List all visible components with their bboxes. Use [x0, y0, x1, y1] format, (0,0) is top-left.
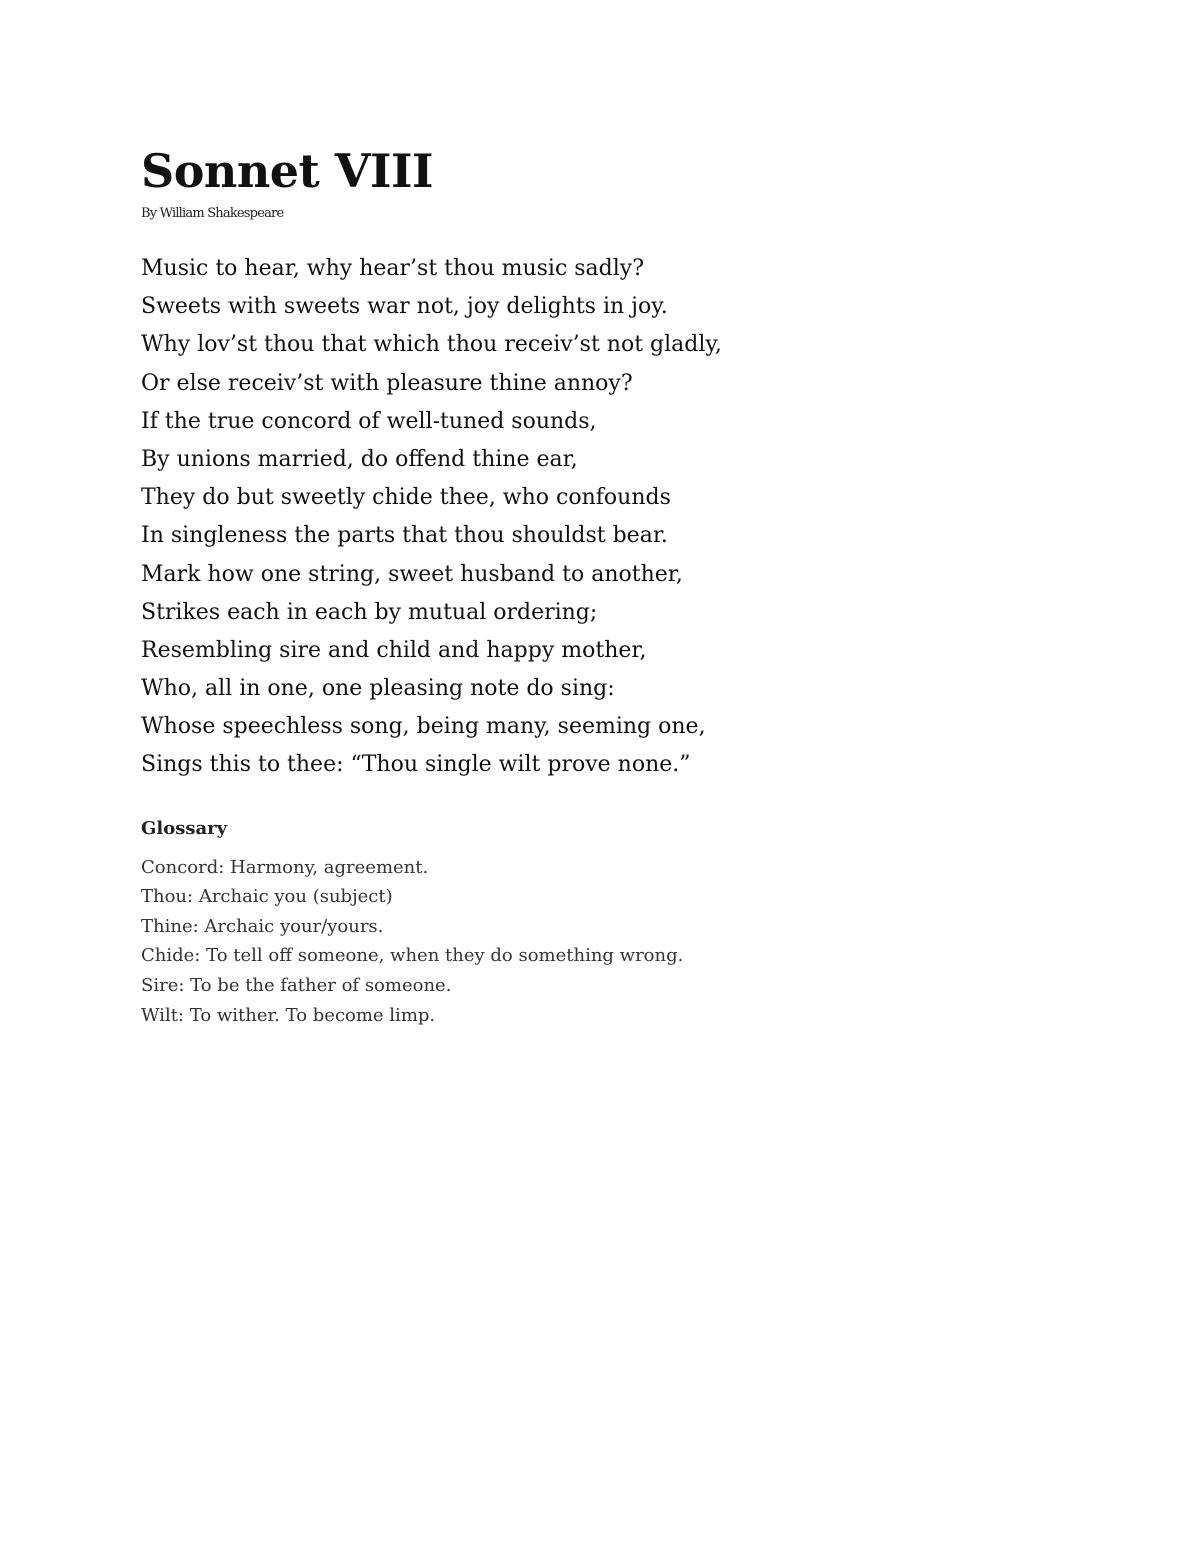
- document-page: [141, 140, 1101, 1030]
- poem-line: By unions married, do offend thine ear,: [141, 446, 578, 472]
- author-byline: By William Shakespeare: [141, 206, 284, 221]
- glossary-entry: Concord: Harmony, agreement.: [141, 856, 429, 878]
- poem-line: Sweets with sweets war not, joy delights in joy.: [141, 294, 668, 320]
- poem-line: Sings this to thee: “Thou single wilt prove none.”: [141, 752, 691, 778]
- glossary-entry: Sire: To be the father of someone.: [141, 975, 452, 996]
- glossary-entry: Thine: Archaic your/yours.: [141, 915, 384, 937]
- glossary-entry: Wilt: To wither. To become limp.: [141, 1004, 436, 1026]
- poem-line: Mark how one string, sweet husband to another,: [141, 561, 683, 587]
- poem-line: In singleness the parts that thou shouldst bear.: [141, 523, 668, 549]
- poem-line: Or else receiv’st with pleasure thine annoy?: [141, 370, 633, 396]
- poem-line: Why lov’st thou that which thou receiv’st not gladly,: [141, 332, 722, 358]
- poem-line: Music to hear, why hear’st thou music sadly?: [141, 256, 645, 281]
- poem-line: Who, all in one, one pleasing note do sing:: [141, 676, 615, 702]
- glossary-heading: Glossary: [141, 817, 228, 839]
- glossary-list: [141, 853, 1101, 1031]
- page-title: Sonnet VIII: [141, 144, 434, 198]
- poem-line: Strikes each in each by mutual ordering;: [141, 599, 598, 625]
- poem-line: Whose speechless song, being many, seeming one,: [141, 714, 706, 740]
- poem-line: Resembling sire and child and happy mother,: [141, 637, 647, 663]
- glossary-entry: Chide: To tell off someone, when they do something wrong.: [141, 945, 684, 967]
- poem-body: [141, 250, 1101, 785]
- glossary-entry: Thou: Archaic you (subject): [141, 886, 393, 908]
- poem-line: They do but sweetly chide thee, who confounds: [141, 485, 671, 511]
- poem-line: If the true concord of well-tuned sounds,: [141, 408, 597, 434]
